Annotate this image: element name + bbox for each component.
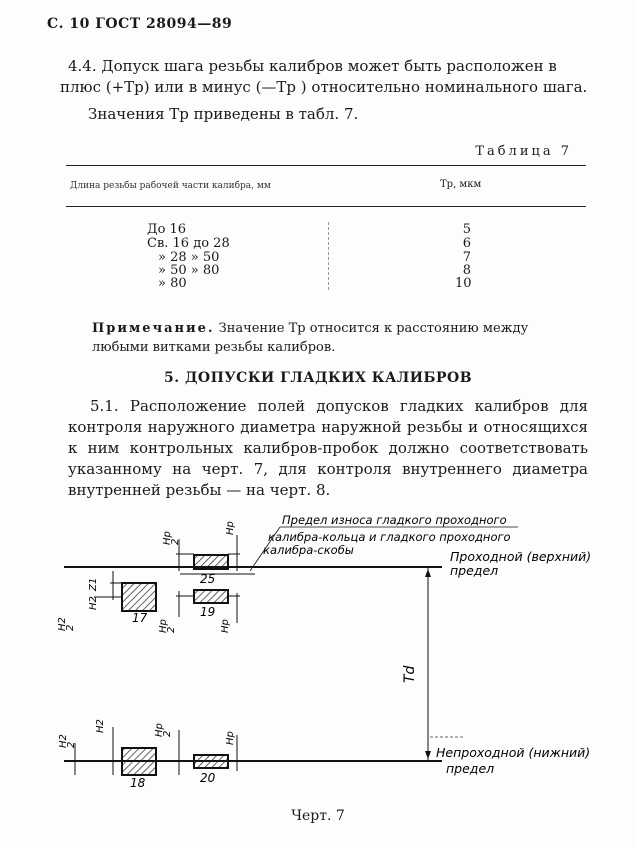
table-caption: Таблица 7 <box>475 144 572 159</box>
row-length: » 28 » 50 <box>158 250 220 265</box>
label-hp: Hp <box>225 521 236 535</box>
row-tp: 6 <box>462 236 471 251</box>
label-hp: Hp <box>225 731 236 745</box>
p44-line2: плюс (+Tp) или в минус (—Tp ) относительно номинального шага. <box>60 78 588 96</box>
label-h2: H2 <box>57 617 68 631</box>
label-h2: H2 <box>88 596 99 610</box>
label-18: 18 <box>130 776 146 790</box>
row-length: Св. 16 до 28 <box>147 236 230 251</box>
label-hp: Hp <box>162 531 173 545</box>
paragraph-5-1: 5.1. Расположение полей допусков гладких калибров для контроля наружного диаметра наружной резьбы и относящихся к ним контрольных калибров-пробок должно соответствовать указанному на черт. 7, для контроля внутреннего диаметра внутренней резьбы — на черт. 8. <box>68 397 588 499</box>
col-tp-header: Tp, мкм <box>440 179 482 190</box>
row-tp: 5 <box>462 222 471 237</box>
label-hp: Hp <box>154 723 165 737</box>
section-5-title: 5. ДОПУСКИ ГЛАДКИХ КАЛИБРОВ <box>163 370 473 386</box>
row-tp: 10 <box>455 276 472 291</box>
box-19 <box>194 590 228 603</box>
label-20: 20 <box>200 771 216 785</box>
table-top-rule <box>66 165 586 166</box>
p44-line1: 4.4. Допуск шага резьбы калибров может быть расположен в <box>68 57 557 75</box>
nogo-label-line2: предел <box>446 761 495 776</box>
page-header: С. 10 ГОСТ 28094—89 <box>47 16 233 32</box>
p44-line3: Значения Tp приведены в табл. 7. <box>88 105 359 123</box>
label-td: Td <box>402 665 418 683</box>
paragraph-4-4 <box>60 56 588 125</box>
wear-label-line1: Предел износа гладкого проходного <box>282 513 507 527</box>
nogo-label-line1: Непроходной (нижний) <box>436 745 591 760</box>
label-25: 25 <box>200 572 216 586</box>
box-17 <box>122 583 156 611</box>
label-two: 2 <box>66 741 77 748</box>
table-column-divider <box>328 222 329 290</box>
note-label: Примечание. <box>92 321 215 336</box>
label-two: 2 <box>162 730 173 737</box>
label-two: 2 <box>170 538 181 545</box>
row-length: » 50 » 80 <box>158 263 220 278</box>
table-header-rule <box>66 206 586 207</box>
col-length-header: Длина резьбы рабочей части калибра, мм <box>70 181 271 191</box>
box-25 <box>194 555 228 569</box>
go-label-line1: Проходной (верхний) <box>450 549 592 564</box>
row-length: До 16 <box>147 222 187 237</box>
box-18 <box>122 748 156 775</box>
wear-label-line3: калибра-скобы <box>263 543 354 557</box>
box-20 <box>194 755 228 768</box>
figure-caption: Черт. 7 <box>291 808 345 824</box>
row-tp: 8 <box>462 263 471 278</box>
label-h2: H2 <box>95 719 106 733</box>
tolerance-diagram <box>0 505 636 800</box>
label-two: 2 <box>166 626 177 633</box>
row-tp: 7 <box>462 250 471 265</box>
label-h2: H2 <box>58 734 69 748</box>
label-19: 19 <box>200 605 216 619</box>
label-17: 17 <box>132 611 148 625</box>
table-note <box>92 319 588 357</box>
label-hp: Hp <box>220 619 231 633</box>
label-zl: Z1 <box>88 577 99 591</box>
note-text: Значение Tp относится к расстоянию между любыми витками резьбы калибров. <box>92 321 529 355</box>
wear-label-line2: калибра-кольца и гладкого проходного <box>268 530 511 544</box>
label-hp: Hp <box>158 619 169 633</box>
label-two: 2 <box>65 624 76 631</box>
row-length: » 80 <box>158 276 187 291</box>
go-label-line2: предел <box>450 563 499 578</box>
